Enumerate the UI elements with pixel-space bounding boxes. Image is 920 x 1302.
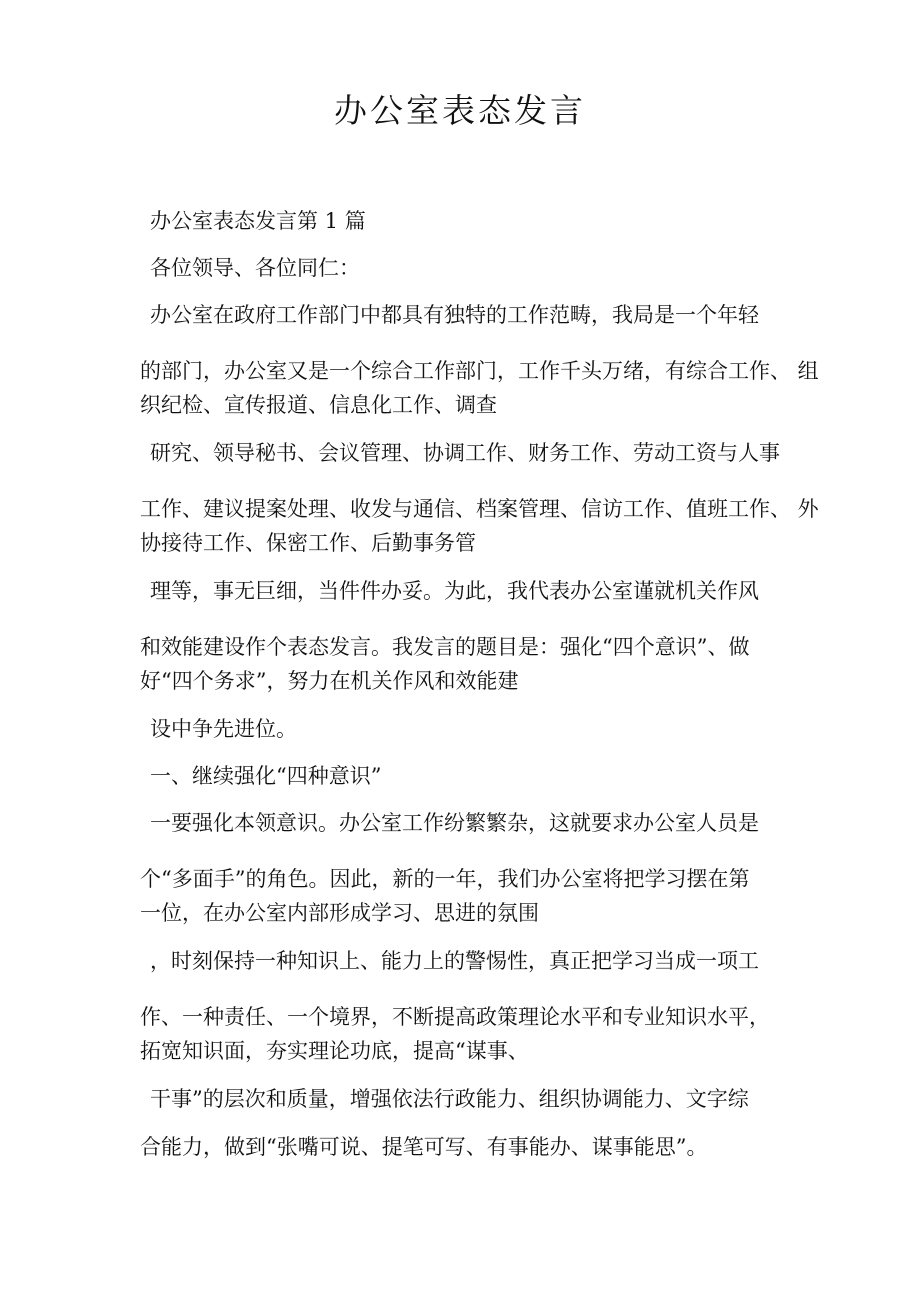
body-line: 一位，在办公室内部形成学习、思进的氛围	[140, 901, 539, 925]
subsection-heading: 一、继续强化“四种意识”	[150, 764, 382, 788]
body-line: 个“多面手”的角色。因此，新的一年，我们办公室将把学习摆在第	[140, 867, 750, 891]
body-line: 一要强化本领意识。办公室工作纷繁繁杂，这就要求办公室人员是	[150, 811, 759, 835]
body-line: ，时刻保持一种知识上、能力上的警惕性，真正把学习当成一项工	[150, 949, 759, 973]
salutation: 各位领导、各位同仁：	[150, 256, 360, 280]
section-heading: 办公室表态发言第 1 篇	[150, 209, 366, 233]
body-line: 的部门，办公室又是一个综合工作部门，工作千头万绪，有综合工作、 组	[140, 359, 819, 383]
body-line: 织纪检、宣传报道、信息化工作、调查	[140, 393, 497, 417]
body-line: 研究、领导秘书、会议管理、协调工作、财务工作、劳动工资与人事	[150, 441, 780, 465]
body-line: 设中争先进位。	[150, 717, 297, 741]
body-line: 和效能建设作个表态发言。我发言的题目是：强化“四个意识”、做	[140, 635, 750, 659]
body-line: 拓宽知识面，夯实理论功底，提高“谋事、	[140, 1039, 529, 1063]
body-line: 办公室在政府工作部门中都具有独特的工作范畴，我局是一个年轻	[150, 303, 759, 327]
body-line: 合能力，做到“张嘴可说、提笔可写、有事能办、谋事能思”。	[140, 1135, 708, 1159]
body-line: 协接待工作、保密工作、后勤事务管	[140, 531, 476, 555]
body-line: 理等，事无巨细，当件件办妥。为此，我代表办公室谨就机关作风	[150, 579, 759, 603]
body-line: 工作、建议提案处理、收发与通信、档案管理、信访工作、值班工作、 外	[140, 497, 819, 521]
body-line: 干事”的层次和质量，增强依法行政能力、组织协调能力、文字综	[150, 1087, 749, 1111]
body-line: 作、一种责任、一个境界，不断提高政策理论水平和专业知识水平，	[140, 1005, 770, 1029]
body-line: 好“四个务求”，努力在机关作风和效能建	[140, 669, 519, 693]
document-title: 办公室表态发言	[334, 91, 586, 130]
